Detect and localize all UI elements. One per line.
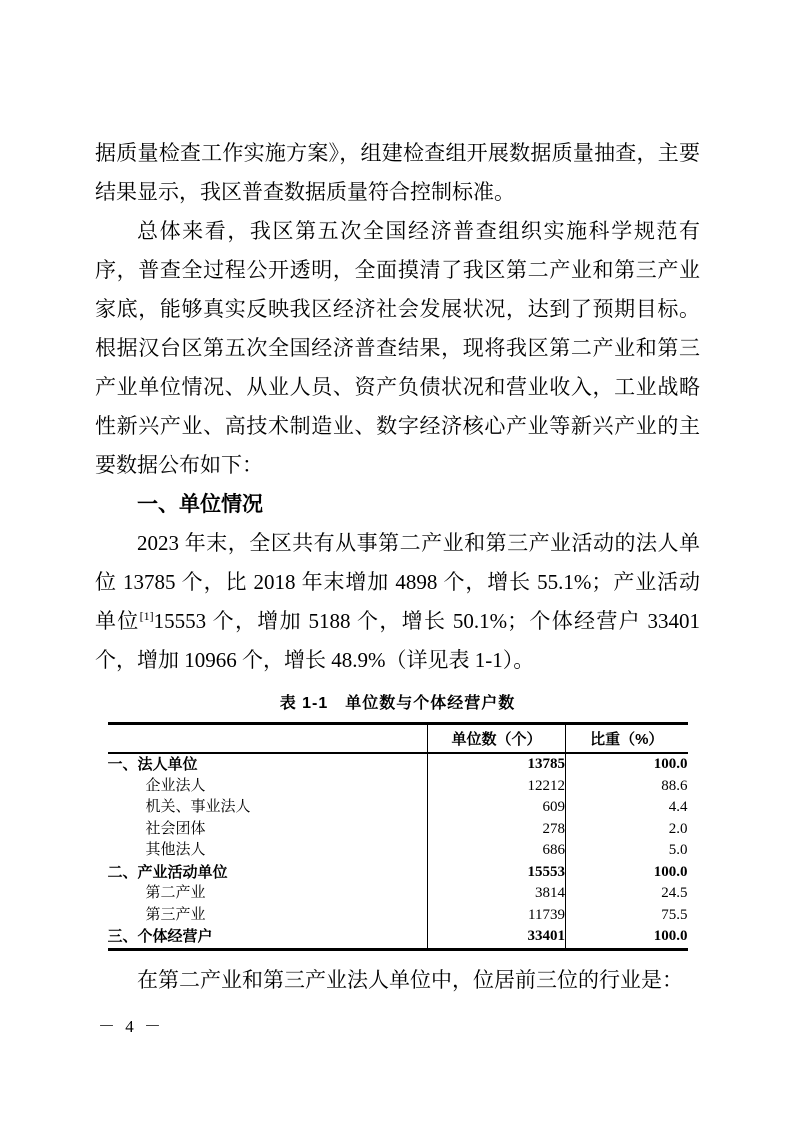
row-share: 75.5 bbox=[661, 906, 688, 923]
row-unit-count: 278 bbox=[428, 819, 566, 841]
row-label: 二、产业活动单位 bbox=[108, 862, 428, 884]
paragraph-unit-stats-part2: 15553 个，增加 5188 个，增长 50.1%；个体经营户 33401 个，增加 10966 个，增长 48.9%（详见表 1-1）。 bbox=[95, 609, 700, 672]
row-share: 88.6 bbox=[661, 777, 688, 794]
table-row bbox=[108, 883, 688, 905]
row-share: 5.0 bbox=[668, 842, 688, 858]
header-row bbox=[108, 724, 688, 754]
units-table-header bbox=[108, 724, 688, 754]
row-unit-count: 13785 bbox=[428, 753, 566, 776]
units-table bbox=[108, 722, 688, 951]
row-share: 2.0 bbox=[668, 820, 688, 837]
row-label: 企业法人 bbox=[108, 776, 428, 798]
paragraph-overview: 总体来看，我区第五次全国经济普查组织实施科学规范有序，普查全过程公开透明，全面摸清了我区第二产业和第三产业家底，能够真实反映我区经济社会发展状况，达到了预期目标。根据汉台区第五次全国经济普查结果，现将我区第二产业和第三产业单位情况、从业人员、资产负债状况和营业收入，工业战略性新兴产业、高技术制造业、数字经济核心产业等新兴产业的主要数据公布如下： bbox=[95, 219, 700, 477]
paragraph-top-industries: 在第二产业和第三产业法人单位中，位居前三位的行业是： bbox=[137, 967, 683, 992]
header-cell-share: 比重（%） bbox=[566, 724, 688, 754]
page-number: － 4 － bbox=[98, 1017, 164, 1036]
row-label: 社会团体 bbox=[108, 819, 428, 841]
table-row bbox=[108, 840, 688, 862]
footnote-marker: [1] bbox=[139, 609, 154, 623]
header-cell-empty bbox=[108, 724, 428, 754]
row-unit-count: 12212 bbox=[428, 776, 566, 798]
row-label: 第三产业 bbox=[108, 905, 428, 927]
table-row bbox=[108, 776, 688, 798]
row-unit-count: 3814 bbox=[428, 883, 566, 905]
header-cell-unit-count: 单位数（个） bbox=[428, 724, 566, 754]
row-share: 100.0 bbox=[653, 756, 688, 772]
row-share: 100.0 bbox=[653, 863, 688, 880]
row-label: 机关、事业法人 bbox=[108, 797, 428, 819]
table-row bbox=[108, 926, 688, 949]
units-table-body bbox=[108, 753, 688, 949]
row-label: 第二产业 bbox=[108, 883, 428, 905]
row-label: 其他法人 bbox=[108, 840, 428, 862]
paragraph-unit-stats-part1: 2023 年末，全区共有从事第二产业和第三产业活动的法人单位 13785 个，比 2018 年末增加 4898 个，增长 55.1%；产业活动单位 bbox=[95, 531, 700, 633]
row-label: 一、法人单位 bbox=[108, 753, 428, 776]
table-row bbox=[108, 797, 688, 819]
table-row bbox=[108, 753, 688, 776]
paragraph-unit-stats bbox=[95, 524, 700, 680]
row-unit-count: 609 bbox=[428, 797, 566, 819]
row-unit-count: 11739 bbox=[428, 905, 566, 927]
row-unit-count: 686 bbox=[428, 840, 566, 862]
row-unit-count: 15553 bbox=[428, 862, 566, 884]
paragraph-continued: 据质量检查工作实施方案》，组建检查组开展数据质量抽查，主要结果显示，我区普查数据质量符合控制标准。 bbox=[95, 141, 700, 204]
table-row bbox=[108, 862, 688, 884]
row-unit-count: 33401 bbox=[428, 926, 566, 949]
row-share: 100.0 bbox=[653, 928, 688, 944]
row-share: 4.4 bbox=[668, 799, 688, 815]
section-heading-unit-situation: 一、单位情况 bbox=[137, 493, 263, 516]
table-title: 表 1-1 单位数与个体经营户数 bbox=[279, 695, 516, 712]
row-label: 三、个体经营户 bbox=[108, 926, 428, 949]
table-row bbox=[108, 905, 688, 927]
table-row bbox=[108, 819, 688, 841]
row-share: 24.5 bbox=[661, 885, 688, 901]
